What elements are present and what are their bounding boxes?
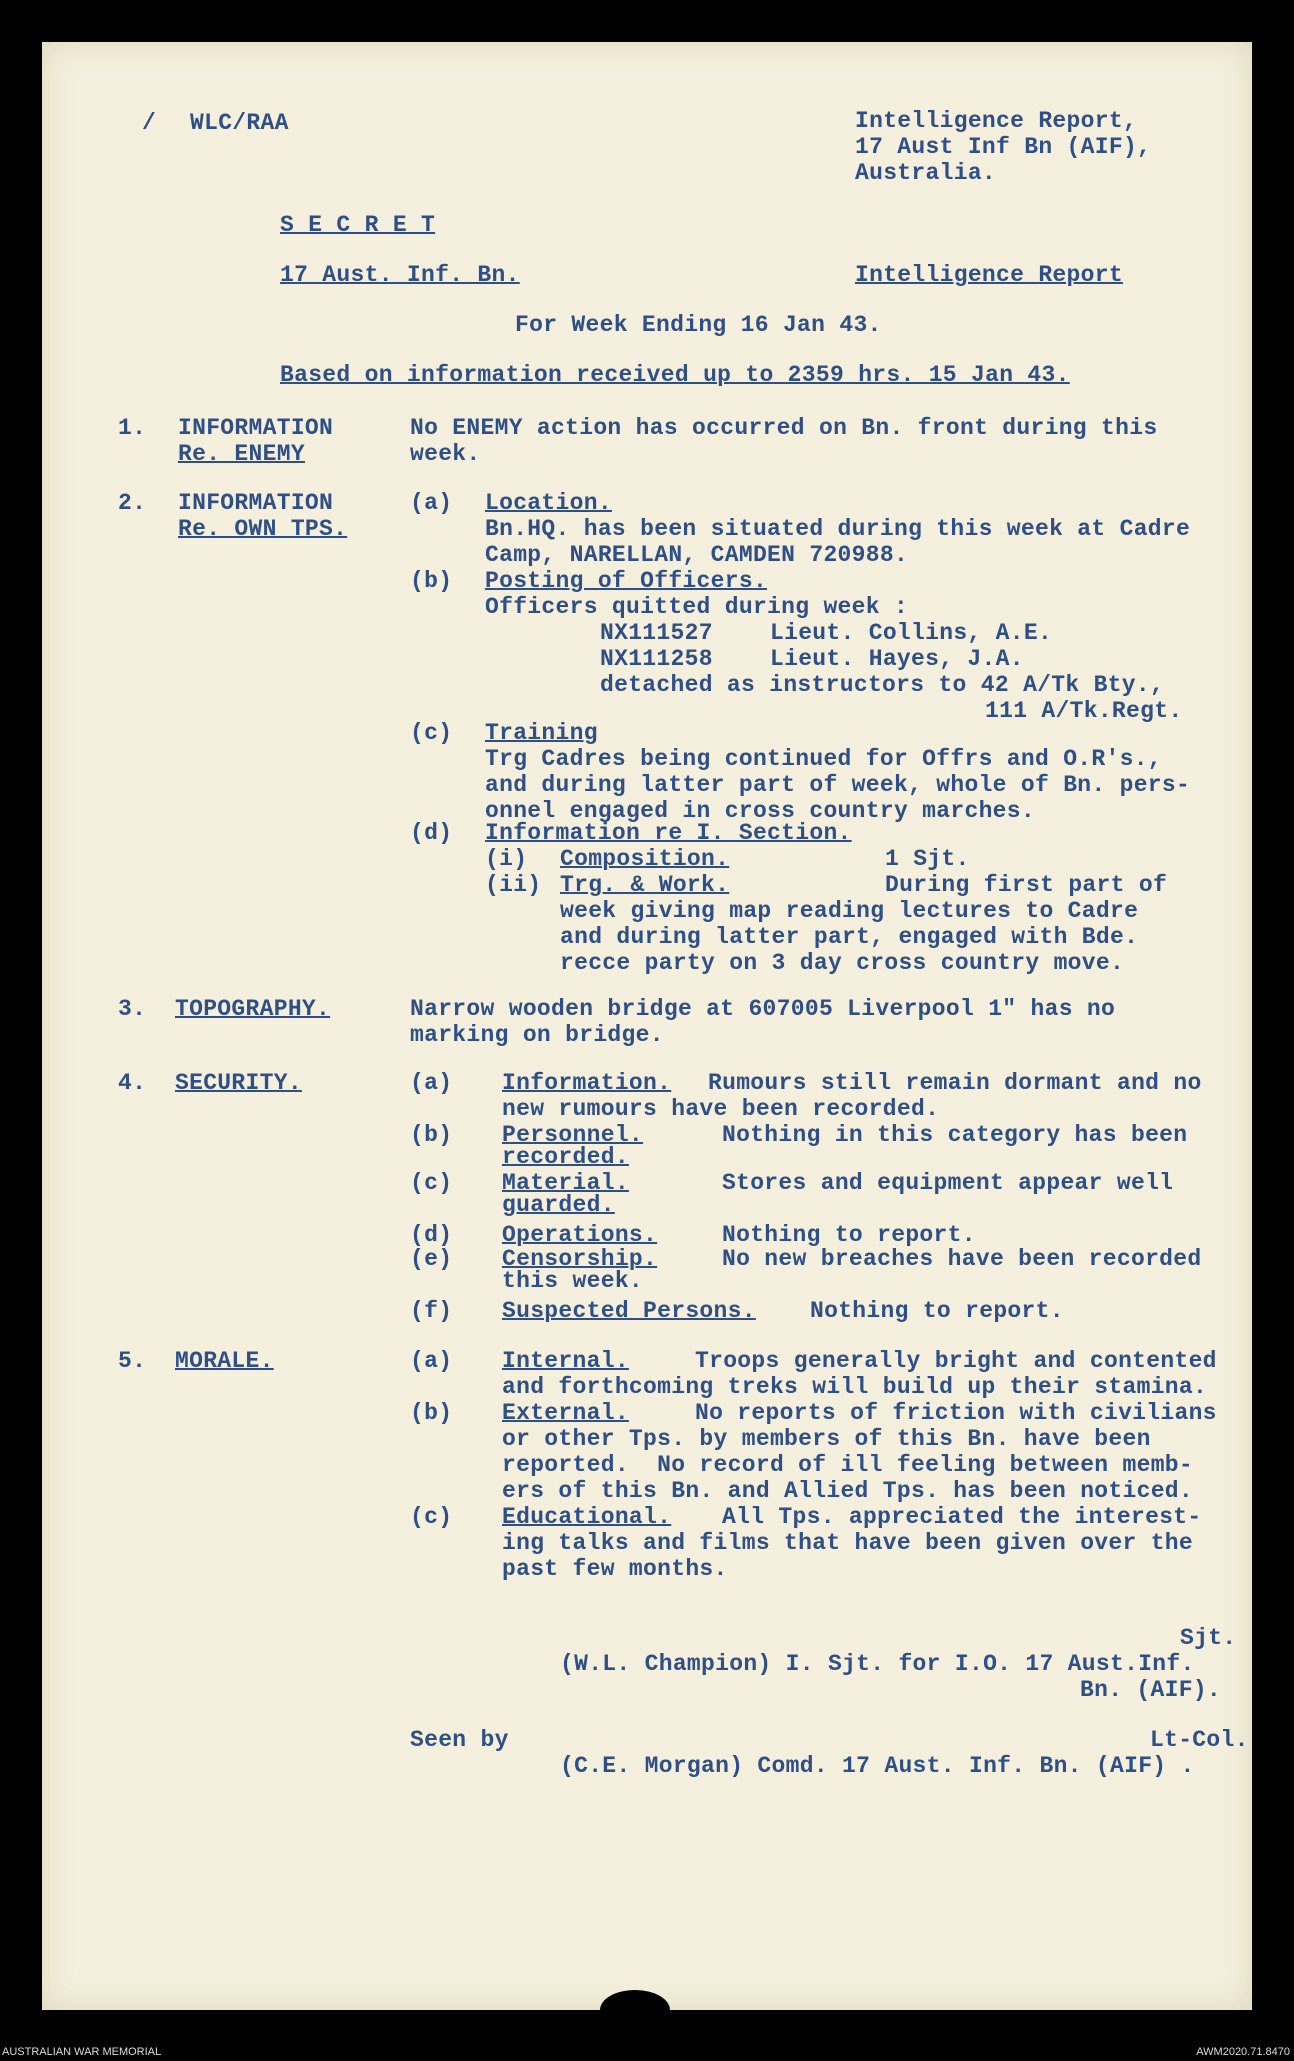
seen-by: Seen by <box>410 1727 509 1753</box>
section-4f-mark: (f) <box>410 1298 453 1324</box>
section-2b-officer-2-name: Lieut. Hayes, J.A. <box>770 646 1024 672</box>
address-line-2: 17 Aust Inf Bn (AIF), <box>855 134 1152 160</box>
section-5c-value: All Tps. appreciated the interest- <box>722 1504 1202 1530</box>
section-4a-line-1: Rumours still remain dormant and no <box>708 1070 1202 1096</box>
section-2d-ii-line-4: recce party on 3 day cross country move. <box>560 950 1125 976</box>
section-4c-value: Stores and equipment appear well <box>722 1170 1174 1196</box>
section-4c-mark: (c) <box>410 1170 453 1196</box>
section-2d-ii-mark: (ii) <box>485 872 542 898</box>
section-5b-line-3: reported. No record of ill feeling between memb- <box>502 1452 1194 1478</box>
file-reference: WLC/RAA <box>190 110 289 136</box>
section-2-heading-2: Re. OWN TPS. <box>178 516 348 542</box>
section-4e-value: No new breaches have been recorded <box>722 1246 1202 1272</box>
section-5b-heading: External. <box>502 1400 629 1426</box>
section-2-heading-1: INFORMATION <box>178 490 334 516</box>
section-3-text-1: Narrow wooden bridge at 607005 Liverpool 1" has no <box>410 996 1116 1022</box>
section-1-heading-1: INFORMATION <box>178 415 334 441</box>
section-5-number: 5. <box>118 1348 147 1374</box>
section-5b-line-2: or other Tps. by members of this Bn. have been <box>502 1426 1151 1452</box>
section-5a-value: Troops generally bright and contented <box>695 1348 1217 1374</box>
section-5b-value: No reports of friction with civilians <box>695 1400 1217 1426</box>
section-5-heading: MORALE. <box>175 1348 274 1374</box>
section-4c-heading: Material. <box>502 1170 629 1196</box>
signature-line-1b: Bn. (AIF). <box>1080 1677 1222 1703</box>
section-4b-value: Nothing in this category has been <box>722 1122 1188 1148</box>
paper-tear <box>600 1990 670 2030</box>
section-5c-line-2: ing talks and films that have been given over the <box>502 1530 1194 1556</box>
section-2d-ii-value: During first part of <box>885 872 1168 898</box>
section-4a-mark: (a) <box>410 1070 453 1096</box>
section-4e-line-2: this week. <box>502 1268 644 1294</box>
section-1-text-1: No ENEMY action has occurred on Bn. front during this <box>410 415 1158 441</box>
section-5a-heading: Internal. <box>502 1348 629 1374</box>
section-5b-mark: (b) <box>410 1400 453 1426</box>
section-2a-heading: Location. <box>485 490 612 516</box>
section-2d-i-mark: (i) <box>485 846 528 872</box>
section-4c-line-2: guarded. <box>502 1192 615 1218</box>
section-2c-line-2: and during latter part of week, whole of Bn. pers- <box>485 772 1191 798</box>
section-4a-line-2: new rumours have been recorded. <box>502 1096 940 1122</box>
section-2d-mark: (d) <box>410 820 453 846</box>
section-2a-mark: (a) <box>410 490 453 516</box>
section-2c-line-3: onnel engaged in cross country marches. <box>485 798 1035 824</box>
section-2c-mark: (c) <box>410 720 453 746</box>
section-3-text-2: marking on bridge. <box>410 1022 664 1048</box>
section-2b-officer-1-number: NX111527 <box>600 620 713 646</box>
footer-institution: AUSTRALIAN WAR MEMORIAL <box>2 2046 162 2058</box>
section-5b-line-4: ers of this Bn. and Allied Tps. has been noticed. <box>502 1478 1194 1504</box>
section-5c-mark: (c) <box>410 1504 453 1530</box>
section-4f-value: Nothing to report. <box>810 1298 1064 1324</box>
section-2d-i-heading: Composition. <box>560 846 730 872</box>
section-2b-officer-1-name: Lieut. Collins, A.E. <box>770 620 1053 646</box>
section-3-number: 3. <box>118 996 147 1022</box>
section-2d-ii-line-2: week giving map reading lectures to Cadre <box>560 898 1139 924</box>
section-2d-ii-heading: Trg. & Work. <box>560 872 730 898</box>
section-4b-mark: (b) <box>410 1122 453 1148</box>
address-line-3: Australia. <box>855 160 997 186</box>
section-2b-line-5: 111 A/Tk.Regt. <box>985 698 1183 724</box>
section-4f-heading: Suspected Persons. <box>502 1298 756 1324</box>
signature-line-2: (C.E. Morgan) Comd. 17 Aust. Inf. Bn. (AIF) . <box>560 1753 1195 1779</box>
section-4d-value: Nothing to report. <box>722 1222 976 1248</box>
section-2c-line-1: Trg Cadres being continued for Offrs and O.R's., <box>485 746 1162 772</box>
section-1-text-2: week. <box>410 441 481 467</box>
section-4b-heading: Personnel. <box>502 1122 644 1148</box>
section-5a-line-2: and forthcoming treks will build up their stamina. <box>502 1374 1208 1400</box>
signature-rank-2: Lt-Col. <box>1150 1727 1249 1753</box>
section-2d-i-value: 1 Sjt. <box>885 846 970 872</box>
section-5c-heading: Educational. <box>502 1504 672 1530</box>
section-2d-ii-line-3: and during latter part, engaged with Bde. <box>560 924 1139 950</box>
section-2c-heading: Training <box>485 720 598 746</box>
section-4b-line-2: recorded. <box>502 1144 629 1170</box>
archive-footer <box>0 2046 1294 2061</box>
week-ending: For Week Ending 16 Jan 43. <box>515 312 882 338</box>
section-4d-heading: Operations. <box>502 1222 658 1248</box>
signature-line-1: (W.L. Champion) I. Sjt. for I.O. 17 Aust.Inf. <box>560 1651 1195 1677</box>
section-4e-heading: Censorship. <box>502 1246 658 1272</box>
section-2b-officer-2-number: NX111258 <box>600 646 713 672</box>
footer-accession-number: AWM2020.71.8470 <box>1196 2046 1290 2058</box>
section-4e-mark: (e) <box>410 1246 453 1272</box>
address-line-1: Intelligence Report, <box>855 108 1138 134</box>
section-2a-line-1: Bn.HQ. has been situated during this week at Cadre <box>485 516 1191 542</box>
based-on: Based on information received up to 2359 hrs. 15 Jan 43. <box>280 362 1070 388</box>
unit-title: 17 Aust. Inf. Bn. <box>280 262 520 288</box>
classification: S E C R E T <box>280 212 436 238</box>
section-2b-heading: Posting of Officers. <box>485 568 768 594</box>
section-4-number: 4. <box>118 1070 147 1096</box>
signature-rank-1: Sjt. <box>1180 1625 1237 1651</box>
section-3-heading: TOPOGRAPHY. <box>175 996 331 1022</box>
section-2b-mark: (b) <box>410 568 453 594</box>
section-5c-line-3: past few months. <box>502 1556 728 1582</box>
report-title: Intelligence Report <box>855 262 1123 288</box>
section-4a-heading: Information. <box>502 1070 672 1096</box>
section-2a-line-2: Camp, NARELLAN, CAMDEN 720988. <box>485 542 909 568</box>
section-2b-line-4: detached as instructors to 42 A/Tk Bty., <box>600 672 1165 698</box>
section-1-heading-2: Re. ENEMY <box>178 441 305 467</box>
section-2b-line-1: Officers quitted during week : <box>485 594 909 620</box>
section-2d-heading: Information re I. Section. <box>485 820 852 846</box>
section-2-number: 2. <box>118 490 147 516</box>
tick-mark: / <box>142 110 157 136</box>
section-4-heading: SECURITY. <box>175 1070 302 1096</box>
section-1-number: 1. <box>118 415 147 441</box>
section-5a-mark: (a) <box>410 1348 453 1374</box>
section-4d-mark: (d) <box>410 1222 453 1248</box>
